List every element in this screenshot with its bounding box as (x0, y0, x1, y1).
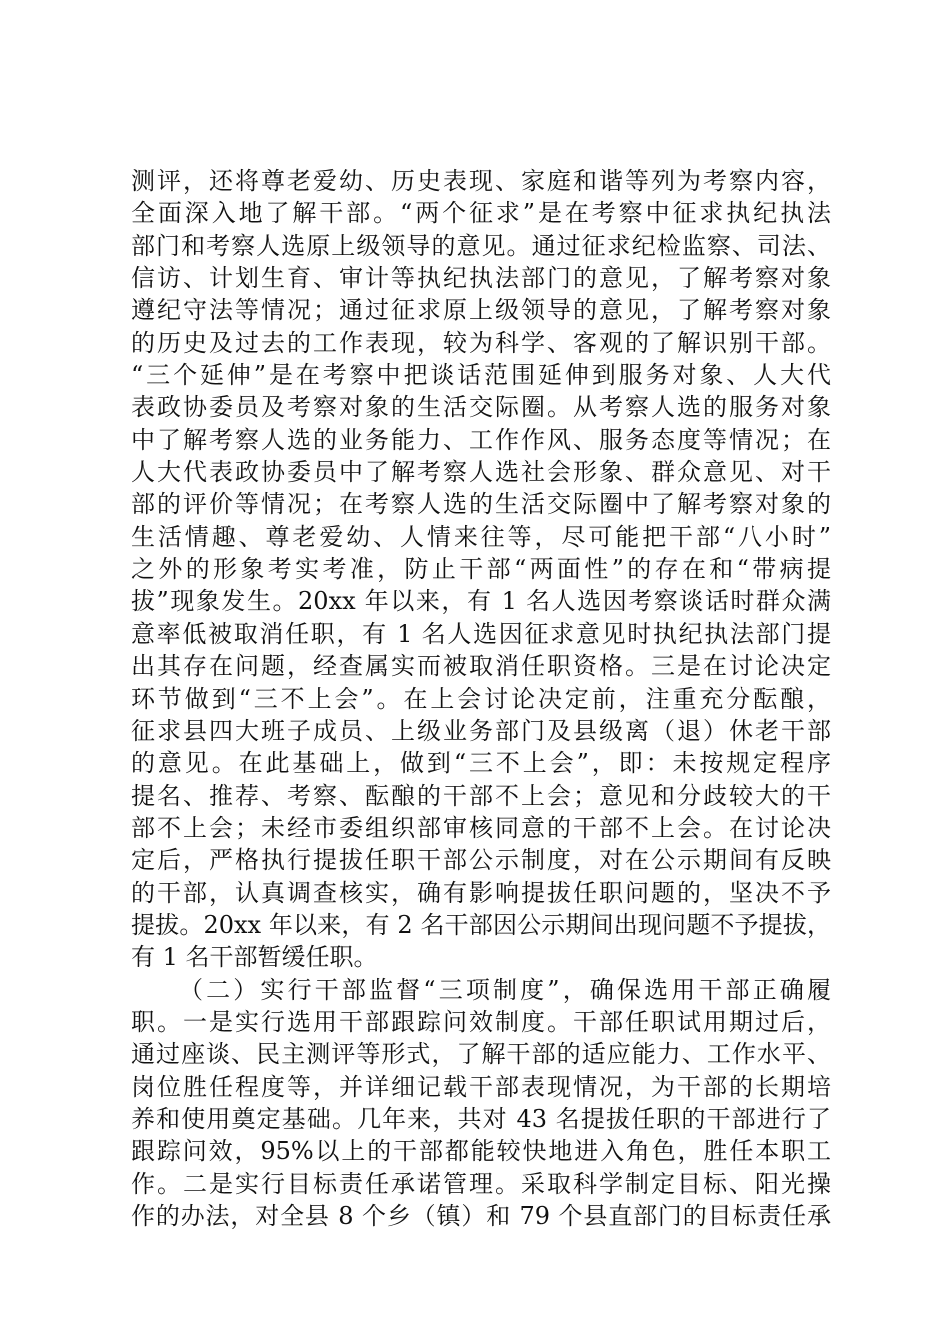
text-line: 的历史及过去的工作表现，较为科学、客观的了解识别干部。 (131, 328, 831, 357)
text-line: 征求县四大班子成员、上级业务部门及县级离（退）休老干部 (131, 716, 831, 745)
text-line: 环节做到“三不上会”。在上会讨论决定前，注重充分酝酿， (131, 684, 831, 713)
text-line: 遵纪守法等情况；通过征求原上级领导的意见，了解考察对象 (131, 296, 831, 325)
paragraph-first-line: （二）实行干部监督“三项制度”，确保选用干部正确履 (179, 975, 831, 1004)
text-line: 作的办法，对全县 8 个乡（镇）和 79 个县直部门的目标责任承 (131, 1202, 831, 1230)
text-line: 养和使用奠定基础。几年来，共对 43 名提拔任职的干部进行了 (131, 1104, 831, 1133)
text-line: 部门和考察人选原上级领导的意见。通过征求纪检监察、司法、 (131, 231, 831, 260)
text-line: 的意见。在此基础上，做到“三不上会”，即：未按规定程序 (131, 749, 831, 778)
text-line: 拔”现象发生。20xx 年以来，有 1 名人选因考察谈话时群众满 (131, 587, 831, 616)
text-line: 出其存在问题，经查属实而被取消任职资格。三是在讨论决定 (131, 652, 831, 681)
text-line: 信访、计划生育、审计等执纪执法部门的意见，了解考察对象 (131, 264, 831, 293)
text-line: 岗位胜任程度等，并详细记载干部表现情况，为干部的长期培 (131, 1072, 831, 1101)
text-line: 作。二是实行目标责任承诺管理。采取科学制定目标、阳光操 (131, 1169, 831, 1198)
text-line: 通过座谈、民主测评等形式，了解干部的适应能力、工作水平、 (131, 1040, 831, 1069)
text-line: 生活情趣、尊老爱幼、人情来往等，尽可能把干部“八小时” (131, 522, 831, 551)
text-line: 表政协委员及考察对象的生活交际圈。从考察人选的服务对象 (131, 393, 831, 422)
text-line: 部的评价等情况；在考察人选的生活交际圈中了解考察对象的 (131, 490, 831, 519)
text-line: 之外的形象考实考准，防止干部“两面性”的存在和“带病提 (131, 555, 831, 584)
text-line: 提拔。20xx 年以来，有 2 名干部因公示期间出现问题不予提拔， (131, 910, 831, 939)
text-line: 职。一是实行选用干部跟踪问效制度。干部任职试用期过后， (131, 1007, 831, 1036)
text-line: 意率低被取消任职，有 1 名人选因征求意见时执纪执法部门提 (131, 619, 831, 648)
text-line: “三个延伸”是在考察中把谈话范围延伸到服务对象、人大代 (131, 361, 831, 390)
text-line: 跟踪问效，95%以上的干部都能较快地进入角色，胜任本职工 (131, 1137, 831, 1166)
text-line: 人大代表政协委员中了解考察人选社会形象、群众意见、对干 (131, 458, 831, 487)
text-line: 中了解考察人选的业务能力、工作作风、服务态度等情况；在 (131, 425, 831, 454)
text-line: 提名、推荐、考察、酝酿的干部不上会；意见和分歧较大的干 (131, 781, 831, 810)
text-line: 部不上会；未经市委组织部审核同意的干部不上会。在讨论决 (131, 813, 831, 842)
text-line: 测评，还将尊老爱幼、历史表现、家庭和谐等列为考察内容， (131, 167, 831, 195)
text-line: 的干部，认真调查核实，确有影响提拔任职问题的，坚决不予 (131, 878, 831, 907)
text-line: 全面深入地了解干部。“两个征求”是在考察中征求执纪执法 (131, 199, 831, 228)
body-text (131, 165, 831, 1232)
text-line: 定后，严格执行提拔任职干部公示制度，对在公示期间有反映 (131, 846, 831, 875)
text-line: 有 1 名干部暂缓任职。 (131, 943, 378, 972)
